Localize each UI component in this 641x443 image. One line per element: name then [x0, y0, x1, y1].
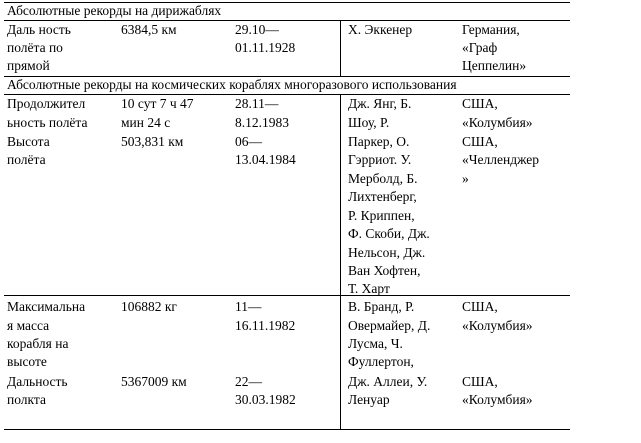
record-name: Дальность — [7, 374, 68, 389]
record-name: прямой — [7, 58, 50, 73]
record-crew: В. Бранд, Р. — [348, 299, 415, 314]
record-name: Продолжител — [7, 96, 86, 111]
record-crew: Лихтенберг, — [348, 189, 417, 204]
record-country: США, — [462, 374, 498, 389]
record-country: США, — [462, 299, 498, 314]
record-crew: Мерболд, Б. — [348, 171, 418, 186]
rule-bottom — [4, 429, 570, 430]
record-crew: Лусма, Ч. — [348, 336, 403, 351]
record-value: мин 24 с — [121, 115, 171, 130]
record-date: 22— — [235, 374, 262, 389]
record-value: 5367009 км — [121, 374, 187, 389]
record-date: 8.12.1983 — [235, 115, 289, 130]
record-value: 10 сут 7 ч 47 — [121, 96, 194, 111]
record-date: 29.10— — [235, 22, 279, 37]
record-crew: Фуллертон, — [348, 354, 414, 369]
record-crew: Ф. Скоби, Дж. — [348, 226, 430, 241]
record-crew: Ленуар — [348, 392, 390, 407]
column-divider — [340, 20, 341, 76]
record-crew: Т. Харт — [348, 281, 390, 296]
record-country: Цеппелин» — [462, 58, 527, 73]
section-title-shuttles: Абсолютные рекорды на космических кораблях многоразового использования — [7, 77, 457, 92]
record-name: корабля на — [7, 336, 69, 351]
record-crew: Шоу, Р. — [348, 115, 390, 130]
record-date: 11— — [235, 299, 262, 314]
record-date: 01.11.1928 — [235, 40, 296, 55]
record-country: «Колумбия» — [462, 318, 533, 333]
record-name: Высота — [7, 134, 50, 149]
record-name: высоте — [7, 354, 47, 369]
record-country: «Челленджер — [462, 152, 539, 167]
record-crew: Дж. Янг, Б. — [348, 96, 412, 111]
rule-row-divider — [4, 295, 570, 296]
record-date: 28.11— — [235, 96, 279, 111]
record-crew: Х. Эккенер — [348, 22, 413, 37]
record-value: 6384,5 км — [121, 22, 177, 37]
record-country: «Колумбия» — [462, 392, 533, 407]
column-divider — [340, 94, 341, 429]
record-crew: Ван Хофтен, — [348, 263, 421, 278]
record-name: полёта по — [7, 40, 63, 55]
record-country: Германия, — [462, 22, 520, 37]
record-country: «Колумбия» — [462, 115, 533, 130]
record-country: США, — [462, 96, 498, 111]
record-name: ьность полёта — [7, 115, 88, 130]
record-country: «Граф — [462, 40, 498, 55]
record-value: 503,831 км — [121, 134, 184, 149]
record-crew: Овермайер, Д. — [348, 318, 431, 333]
record-date: 13.04.1984 — [235, 152, 296, 167]
record-country: США, — [462, 134, 498, 149]
record-date: 16.11.1982 — [235, 318, 296, 333]
record-date: 30.03.1982 — [235, 392, 296, 407]
record-name: полёта — [7, 152, 46, 167]
record-date: 06— — [235, 134, 262, 149]
record-name: Даль ность — [7, 22, 71, 37]
record-country: » — [462, 171, 469, 186]
record-crew: Р. Криппен, — [348, 208, 415, 223]
section-title-airships: Абсолютные рекорды на дирижаблях — [7, 3, 222, 18]
record-crew: Паркер, О. — [348, 134, 410, 149]
record-name: я масса — [7, 318, 50, 333]
record-crew: Дж. Аллеи, У. — [348, 374, 428, 389]
record-name: полкта — [7, 392, 46, 407]
record-value: 106882 кг — [121, 299, 177, 314]
record-crew: Гэрриот. У. — [348, 152, 412, 167]
record-name: Максимальна — [7, 299, 86, 314]
record-crew: Нельсон, Дж. — [348, 245, 426, 260]
